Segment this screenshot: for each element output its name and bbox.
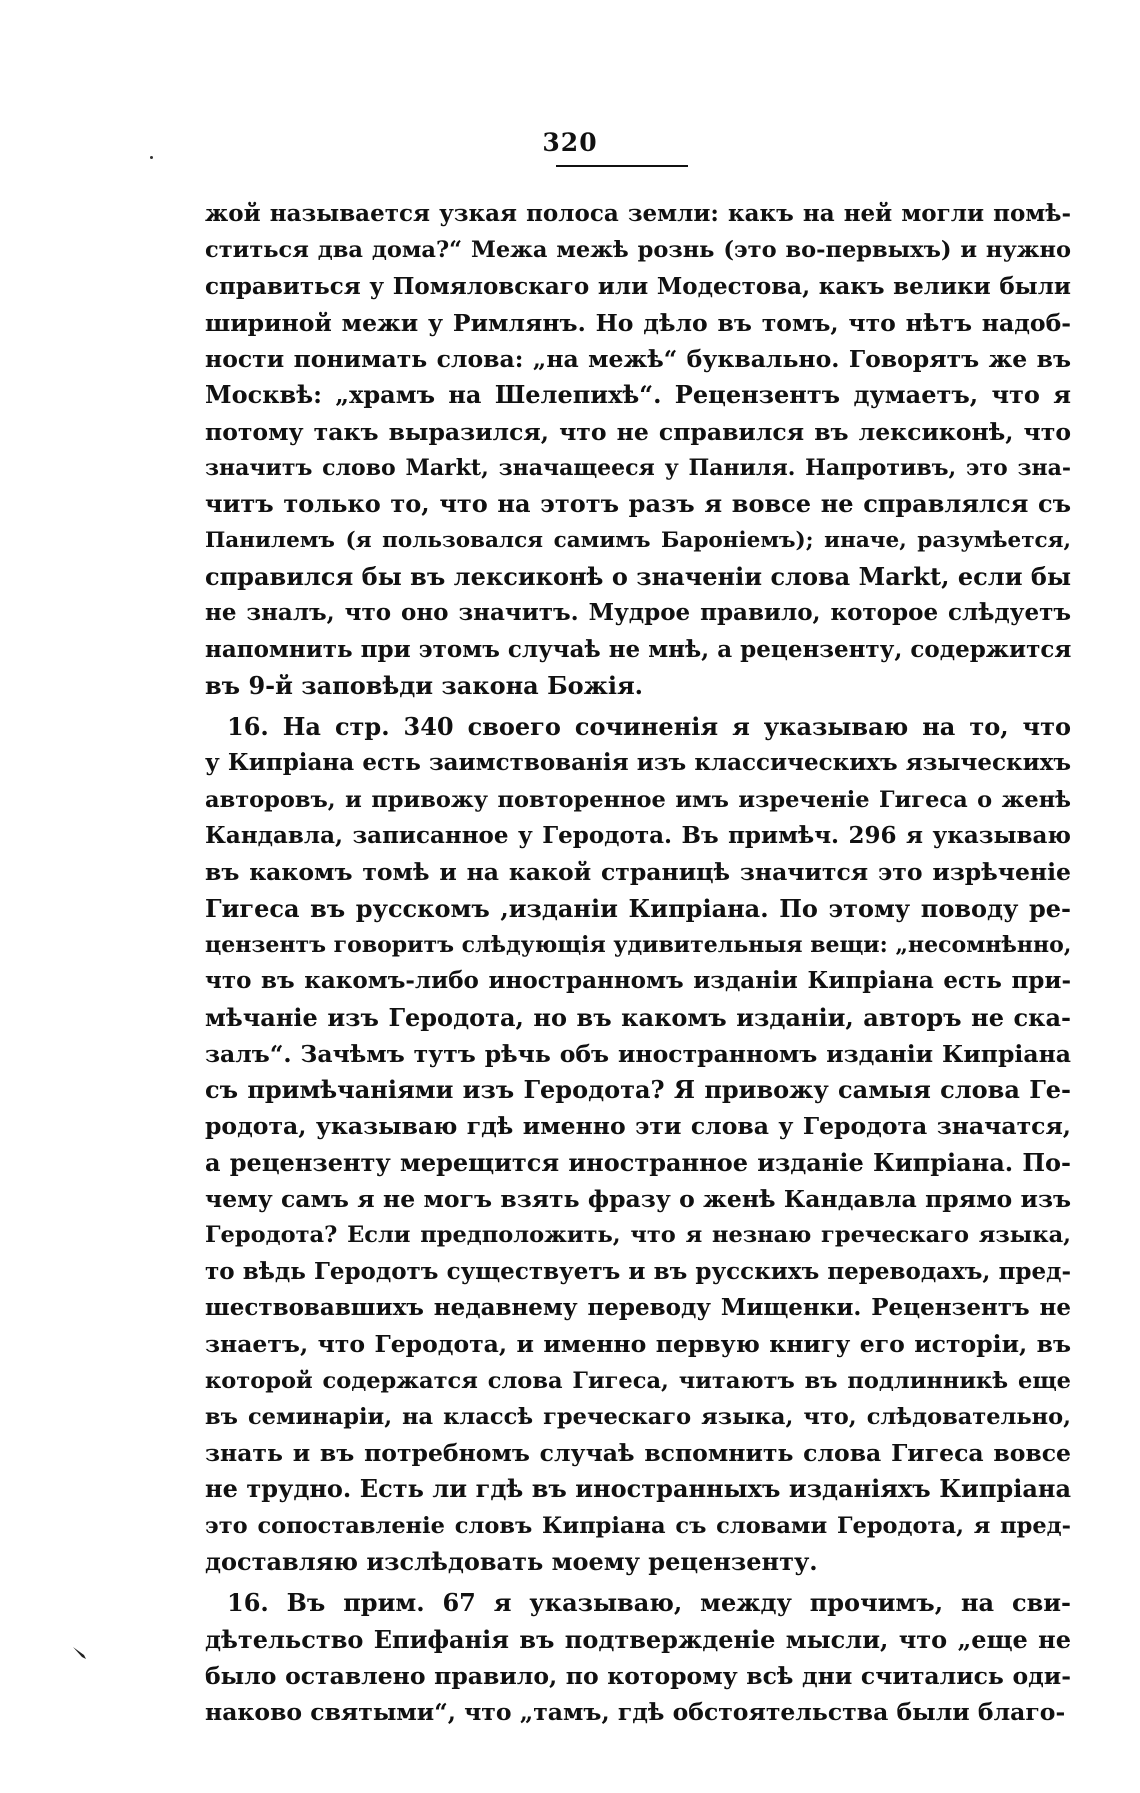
text-line: въ какомъ томѣ и на какой страницѣ значится это изрѣченіе	[205, 858, 1071, 887]
paragraph	[205, 1585, 1071, 1730]
text-line: 16. На стр. 340 своего сочиненія я указываю на то, что	[227, 712, 1071, 742]
page-number: 320	[542, 128, 598, 157]
margin-mark-icon	[72, 1645, 92, 1661]
text-line: читъ только то, что на этотъ разъ я вовсе не справлялся съ	[205, 489, 1071, 519]
text-line: было оставлено правило, по которому всѣ дни считались оди-	[205, 1661, 1071, 1690]
text-line: шириной межи у Римлянъ. Но дѣло въ томъ, что нѣтъ надоб-	[205, 308, 1071, 337]
text-line: Кандавла, записанное у Геродота. Въ примѣч. 296 я указываю	[205, 822, 1071, 850]
text-line: что въ какомъ-либо иностранномъ изданіи Кипріана есть при-	[205, 967, 1071, 995]
text-line: авторовъ, и привожу повторенное имъ изреченіе Гигеса о женѣ	[205, 786, 1071, 813]
body-text	[205, 196, 1071, 1730]
text-line: которой содержатся слова Гигеса, читаютъ въ подлинникѣ еще	[205, 1367, 1071, 1394]
text-line: у Кипріана есть заимствованія изъ классическихъ языческихъ	[205, 749, 1071, 777]
text-line: значитъ слово Markt, значащееся у Паниля. Напротивъ, это зна-	[205, 455, 1071, 482]
text-line: знать и въ потребномъ случаѣ вспомнить слова Гигеса вовсе	[205, 1439, 1071, 1468]
text-line: знаетъ, что Геродота, и именно первую книгу его исторіи, въ	[205, 1330, 1071, 1359]
text-line: наково святыми“, что „тамъ, гдѣ обстоятельства были благо-	[205, 1698, 1066, 1727]
text-line: Панилемъ (я пользовался самимъ Бароніемъ); иначе, разумѣется,	[205, 527, 1071, 553]
text-line: ности понимать слова: „на межѣ“ буквально. Говорятъ же въ	[205, 345, 1071, 374]
text-line: то вѣдь Геродотъ существуетъ и въ русскихъ переводахъ, пред-	[205, 1257, 1071, 1285]
text-line: напомнить при этомъ случаѣ не мнѣ, а рецензенту, содержится	[205, 635, 1072, 663]
text-line: Москвѣ: „храмъ на Шелепихѣ“. Рецензентъ думаетъ, что я	[205, 380, 1071, 410]
text-line: ститься два дома?“ Межа межѣ рознь (это во-первыхъ) и нужно	[205, 237, 1071, 264]
text-line: съ примѣчаніями изъ Геродота? Я привожу самыя слова Ге-	[205, 1075, 1071, 1105]
text-line: 16. Въ прим. 67 я указываю, между прочимъ, на сви-	[227, 1588, 1071, 1618]
text-line: залъ“. Зачѣмъ тутъ рѣчь объ иностранномъ изданіи Кипріана	[205, 1039, 1071, 1068]
text-line: Геродота? Если предположить, что я незнаю греческаго языка,	[205, 1222, 1071, 1249]
page-number-rule	[556, 165, 688, 167]
text-line: а рецензенту мерещится иностранное изданіе Кипріана. По-	[205, 1147, 1071, 1177]
text-line: въ 9-й заповѣди закона Божія.	[205, 670, 644, 700]
text-line: чему самъ я не могъ взять фразу о женѣ Кандавла прямо изъ	[205, 1185, 1071, 1214]
text-line: это сопоставленіе словъ Кипріана съ словами Геродота, я пред-	[205, 1512, 1071, 1539]
paragraph	[205, 709, 1071, 1580]
text-line: въ семинаріи, на классѣ греческаго языка, что, слѣдовательно,	[205, 1403, 1071, 1430]
text-line: шествовавшихъ недавнему переводу Мищенки. Рецензентъ не	[205, 1293, 1071, 1321]
text-line: дѣтельство Епифанія въ подтвержденіе мысли, что „еще не	[205, 1624, 1071, 1654]
stray-dot	[150, 156, 153, 159]
text-line: мѣчаніе изъ Геродота, но въ какомъ изданіи, авторъ не ска-	[205, 1002, 1071, 1032]
text-line: жой называется узкая полоса земли: какъ на ней могли помѣ-	[205, 200, 1071, 227]
text-line: Гигеса въ русскомъ ,изданіи Кипріана. По этому поводу ре-	[205, 893, 1071, 923]
text-line: не трудно. Есть ли гдѣ въ иностранныхъ изданіяхъ Кипріана	[205, 1474, 1071, 1504]
text-line: потому такъ выразился, что не справился въ лексиконѣ, что	[205, 417, 1071, 446]
paragraph	[205, 196, 1071, 704]
text-line: не зналъ, что оно значитъ. Мудрое правило, которое слѣдуетъ	[205, 599, 1071, 627]
text-line: справиться у Помяловскаго или Модестова, какъ велики были	[205, 272, 1071, 300]
text-line: родота, указываю гдѣ именно эти слова у Геродота значатся,	[205, 1112, 1071, 1141]
text-line: справился бы въ лексиконѣ о значеніи слова Markt, если бы	[205, 561, 1071, 591]
text-line: доставляю изслѣдовать моему рецензенту.	[205, 1546, 818, 1576]
text-line: цензентъ говоритъ слѣдующія удивительныя вещи: „несомнѣнно,	[205, 931, 1072, 958]
